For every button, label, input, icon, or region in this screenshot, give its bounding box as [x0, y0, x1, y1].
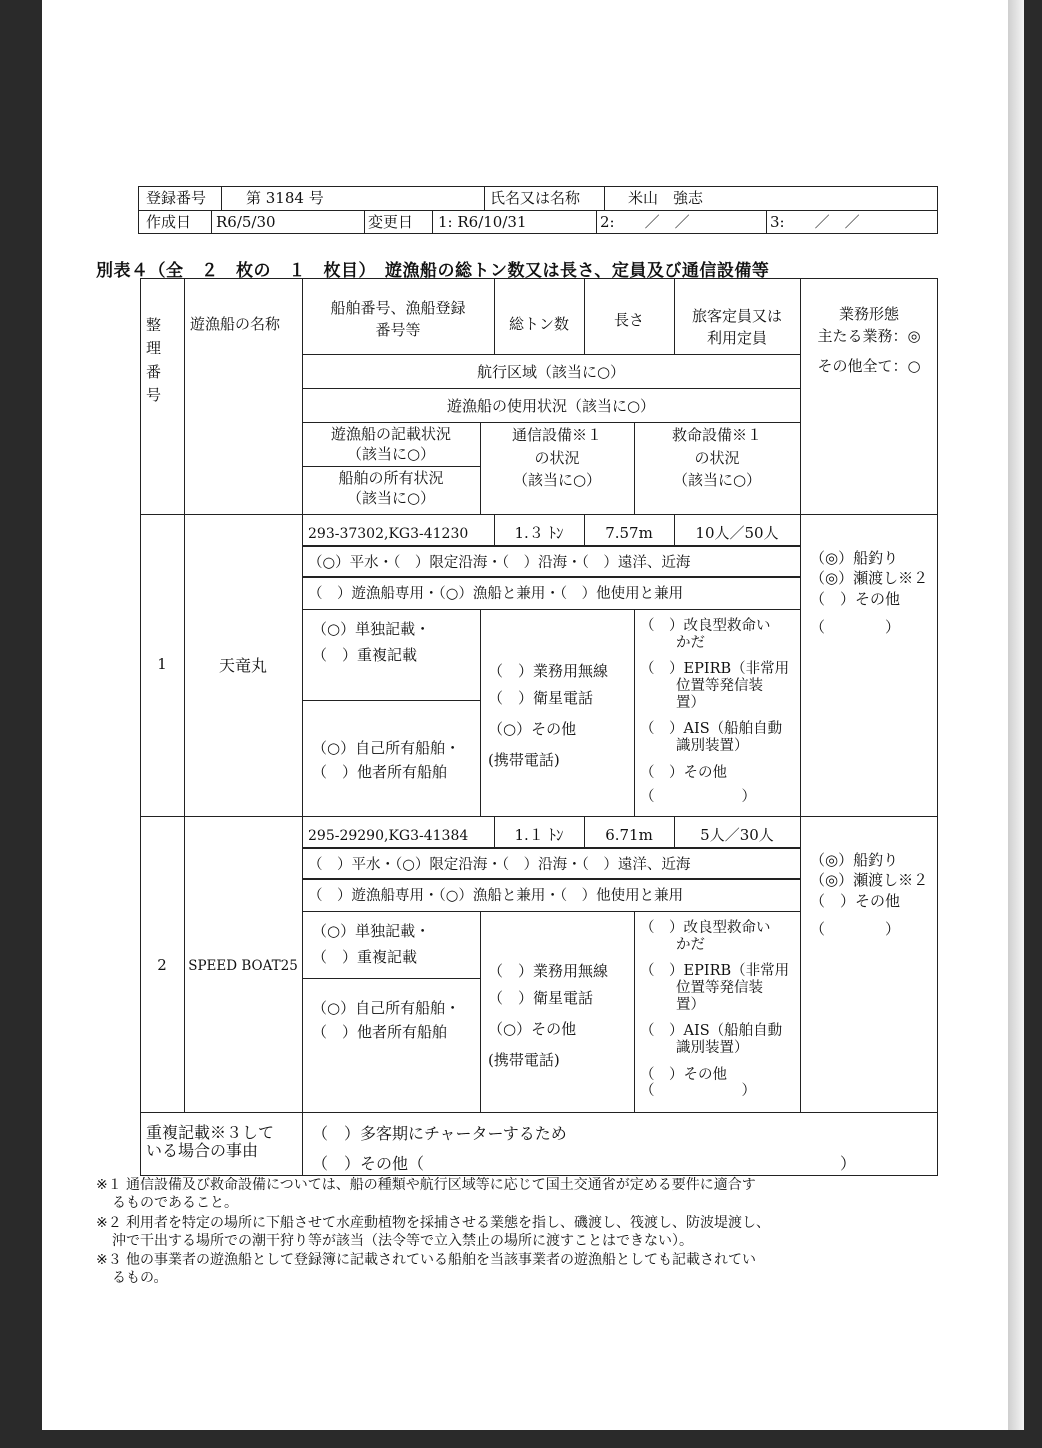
ship2-name: SPEED BOAT25: [188, 958, 298, 974]
ship2-comm: （ ）業務用無線 （ ）衛星電話 （○）その他 (携帯電話): [488, 962, 609, 1069]
change-3: 3: ／ ／: [770, 213, 860, 231]
ship2-record: （○）単独記載・ （ ）重複記載: [312, 922, 431, 967]
col-ship-name: 遊漁船の名称: [190, 315, 281, 333]
page-title: 別表４（全 ２ 枚の １ 枚目） 遊漁船の総トン数又は長さ、定員及び通信設備等: [96, 261, 770, 281]
ship2-area: （ ）平水・（○）限定沿海・（ ）沿海・（ ）遠洋、近海: [308, 857, 691, 873]
created-value: R6/5/30: [216, 213, 276, 231]
name-value: 米山 強志: [628, 189, 704, 207]
col-area: 航行区域（該当に○）: [476, 363, 626, 381]
col-tonnage: 総トン数: [508, 315, 569, 333]
ship1-tonnage: 1.３ ﾄﾝ: [514, 524, 564, 542]
duplicate-label: 重複記載※３して いる場合の事由: [146, 1123, 275, 1161]
duplicate-option-2: （ ）その他（: [312, 1154, 425, 1173]
ship2-no: 2: [157, 956, 167, 974]
col-capacity: 旅客定員又は 利用定員: [691, 307, 782, 347]
col-no-header: 整 理 番 号: [146, 316, 162, 404]
duplicate-option-2-close: ）: [840, 1154, 857, 1173]
ship1-length: 7.57m: [605, 524, 653, 542]
page-edge: [1008, 0, 1024, 1430]
ship1-record: （○）単独記載・ （ ）重複記載: [312, 620, 431, 665]
col-business: 業務形態 主たる業務：◎ その他全て：○: [817, 305, 921, 375]
col-usage: 遊漁船の使用状況（該当に○）: [446, 397, 656, 415]
col-comm: 通信設備※１ の状況 （該当に○）: [511, 426, 602, 489]
ship1-no: 1: [157, 655, 167, 673]
name-label: 氏名又は名称: [490, 189, 581, 207]
ship1-usage: （ ）遊漁船専用・（○）漁船と兼用・（ ）他使用と兼用: [308, 586, 684, 602]
ship2-tonnage: 1.１ ﾄﾝ: [514, 826, 564, 844]
ship1-comm: （ ）業務用無線 （ ）衛星電話 （○）その他 (携帯電話): [488, 662, 609, 769]
change-1: 1: R6/10/31: [438, 213, 527, 231]
ship1-name: 天竜丸: [218, 656, 267, 675]
col-owner: 船舶の所有状況 （該当に○）: [338, 469, 444, 508]
footnote-3: ※３ 他の事業者の遊漁船として登録簿に記載されている船舶を当該事業者の遊漁船としても記載されてい るもの。: [96, 1252, 756, 1287]
ship2-number: 295-29290,KG3-41384: [308, 828, 469, 844]
reg-label: 登録番号: [146, 189, 207, 207]
col-life: 救命設備※１ の状況 （該当に○）: [671, 426, 762, 489]
created-label: 作成日: [146, 213, 192, 231]
col-ship-number: 船舶番号、漁船登録 番号等: [330, 299, 466, 339]
ship2-usage: （ ）遊漁船専用・（○）漁船と兼用・（ ）他使用と兼用: [308, 888, 684, 904]
ship1-number: 293-37302,KG3-41230: [308, 526, 469, 542]
ship1-life: （ ）改良型救命い かだ （ ）EPIRB（非常用 位置等発信装 置） （ ）AIS（船舶自動 識別装置） （ ）その他 （ ）: [640, 618, 790, 806]
ship1-area: （○）平水・（ ）限定沿海・（ ）沿海・（ ）遠洋、近海: [308, 555, 691, 571]
ship2-owner: （○）自己所有船舶・ （ ）他者所有船舶: [312, 999, 461, 1041]
changed-label: 変更日: [368, 213, 414, 231]
ship2-length: 6.71m: [605, 826, 653, 844]
change-2: 2: ／ ／: [600, 213, 690, 231]
ship1-capacity: 10人／50人: [695, 524, 779, 542]
footnote-2: ※２ 利用者を特定の場所に下船させて水産動植物を採捕させる業態を指し、磯渡し、筏渡し、防波堤渡し、 沖で干出する場所での潮干狩り等が該当（法令等で立入禁止の場所に渡すことはできない）。: [96, 1215, 770, 1250]
ship2-business: （◎）船釣り （◎）瀬渡し※２ （ ）その他 （ ）: [810, 851, 929, 938]
duplicate-option-1: （ ）多客期にチャーターするため: [312, 1124, 567, 1143]
ship2-capacity: 5人／30人: [700, 826, 774, 844]
ship2-life: （ ）改良型救命い かだ （ ）EPIRB（非常用 位置等発信装 置） （ ）AIS（船舶自動 識別装置） （ ）その他 （ ）: [640, 920, 790, 1100]
footnote-1: ※１ 通信設備及び救命設備については、船の種類や航行区域等に応じて国土交通省が定める要件に適合す るものであること。: [96, 1177, 756, 1212]
ship1-business: （◎）船釣り （◎）瀬渡し※２ （ ）その他 （ ）: [810, 549, 929, 636]
col-length: 長さ: [613, 311, 644, 329]
col-record: 遊漁船の記載状況 （該当に○）: [330, 425, 451, 464]
reg-value: 第 3184 号: [246, 189, 324, 207]
ship1-owner: （○）自己所有船舶・ （ ）他者所有船舶: [312, 739, 461, 781]
